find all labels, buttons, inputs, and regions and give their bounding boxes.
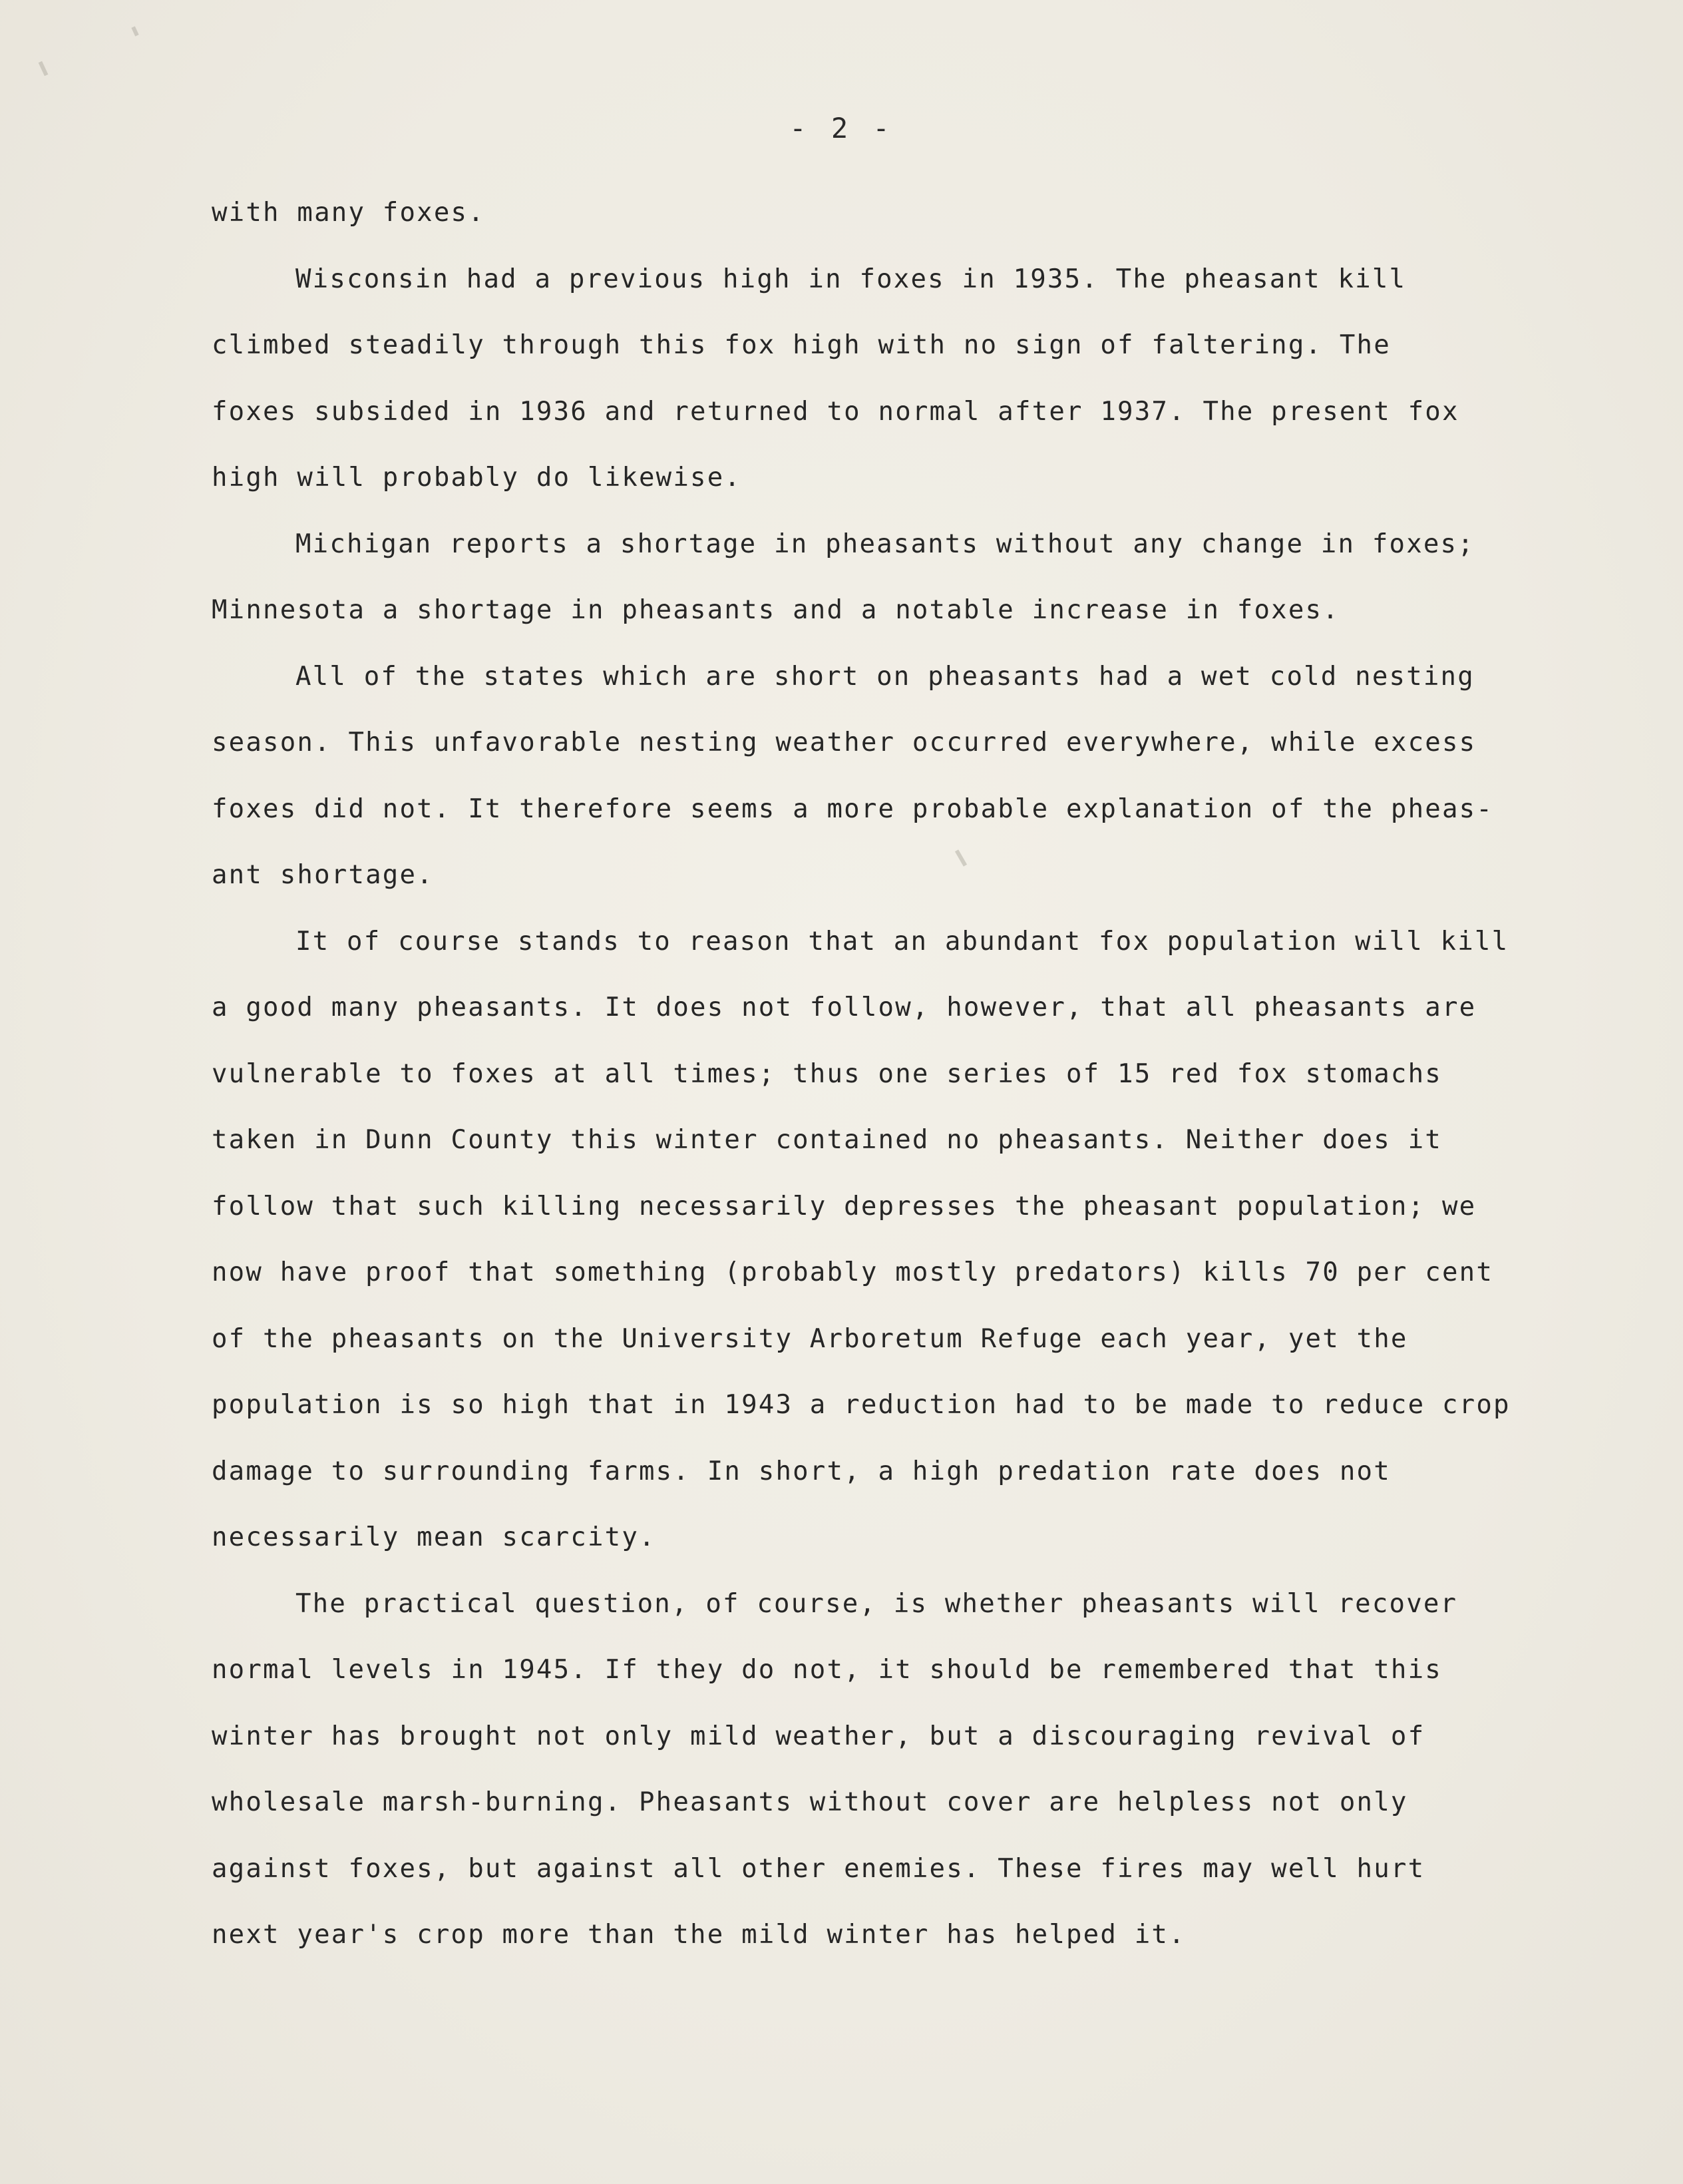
text-line: Wisconsin had a previous high in foxes in 1935. The pheasant kill bbox=[295, 264, 1407, 294]
text-line: vulnerable to foxes at all times; thus one series of 15 red fox stomachs bbox=[212, 1058, 1442, 1089]
text-line: next year's crop more than the mild winter has helped it. bbox=[212, 1920, 1186, 1950]
paper-mark bbox=[131, 26, 138, 36]
text-line: foxes subsided in 1936 and returned to normal after 1937. The present fox bbox=[212, 396, 1459, 427]
text-line: a good many pheasants. It does not follow, however, that all pheasants are bbox=[212, 992, 1477, 1022]
text-line: population is so high that in 1943 a reduction had to be made to reduce crop bbox=[212, 1390, 1511, 1420]
page-number: - 2 - bbox=[789, 112, 894, 144]
text-line: All of the states which are short on pheasants had a wet cold nesting bbox=[295, 661, 1475, 692]
text-line: ant shortage. bbox=[212, 860, 434, 890]
text-line: damage to surrounding farms. In short, a high predation rate does not bbox=[212, 1456, 1391, 1486]
text-line: It of course stands to reason that an abundant fox population will kill bbox=[295, 926, 1509, 957]
text-line: follow that such killing necessarily depresses the pheasant population; we bbox=[212, 1191, 1477, 1221]
text-line: with many foxes. bbox=[212, 198, 485, 228]
text-line: foxes did not. It therefore seems a more probable explanation of the pheas- bbox=[212, 793, 1493, 824]
body-text bbox=[212, 180, 1516, 1968]
text-line: The practical question, of course, is whether pheasants will recover bbox=[295, 1588, 1458, 1619]
text-line: now have proof that something (probably mostly predators) kills 70 per cent bbox=[212, 1257, 1493, 1287]
paper-mark bbox=[39, 61, 49, 76]
text-line: against foxes, but against all other enemies. These fires may well hurt bbox=[212, 1853, 1425, 1884]
text-line: Michigan reports a shortage in pheasants without any change in foxes; bbox=[295, 529, 1475, 559]
text-line: high will probably do likewise. bbox=[212, 463, 742, 493]
text-line: taken in Dunn County this winter contained no pheasants. Neither does it bbox=[212, 1125, 1442, 1155]
text-line: Minnesota a shortage in pheasants and a notable increase in foxes. bbox=[212, 595, 1340, 625]
text-line: winter has brought not only mild weather, but a discouraging revival of bbox=[212, 1721, 1425, 1751]
text-line: normal levels in 1945. If they do not, it should be remembered that this bbox=[212, 1655, 1442, 1685]
text-line: wholesale marsh-burning. Pheasants without cover are helpless not only bbox=[212, 1787, 1408, 1817]
text-line: season. This unfavorable nesting weather occurred everywhere, while excess bbox=[212, 728, 1477, 758]
text-line: necessarily mean scarcity. bbox=[212, 1522, 656, 1552]
text-line: climbed steadily through this fox high with no sign of faltering. The bbox=[212, 330, 1391, 360]
text-line: of the pheasants on the University Arboretum Refuge each year, yet the bbox=[212, 1323, 1408, 1354]
